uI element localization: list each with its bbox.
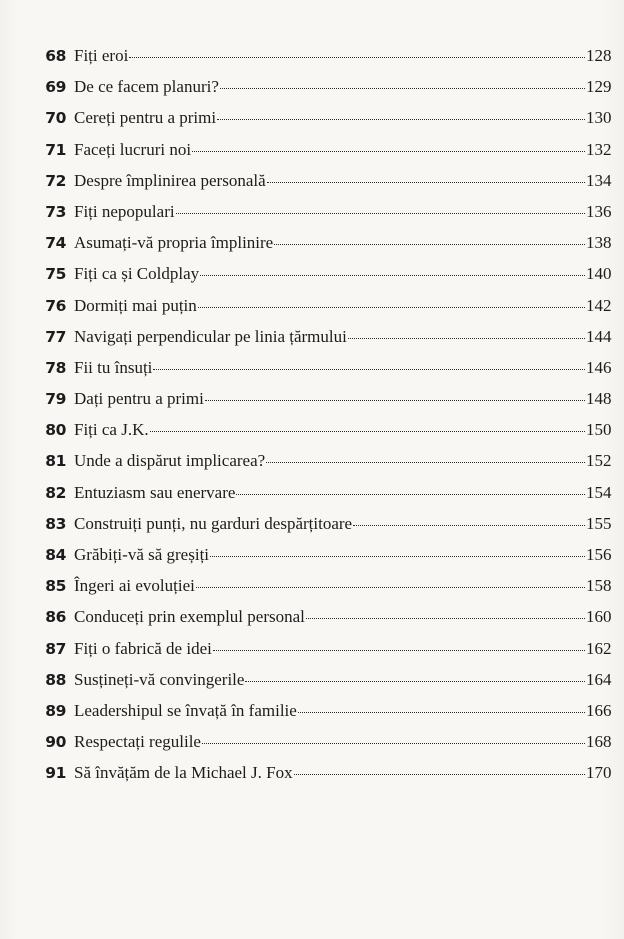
toc-entry <box>28 701 620 732</box>
chapter-title: Faceți lucruri noi <box>74 139 192 159</box>
dot-leader <box>353 525 585 526</box>
toc-entry <box>28 420 620 451</box>
toc-entry <box>28 451 620 482</box>
dot-leader <box>192 151 585 152</box>
dot-leader <box>202 743 585 744</box>
dot-leader <box>274 244 585 245</box>
dot-leader <box>306 618 585 619</box>
toc-entry <box>28 732 620 763</box>
page-number: 166 <box>586 700 612 720</box>
dot-leader <box>245 681 585 682</box>
toc-entry <box>28 108 620 139</box>
table-of-contents <box>28 46 620 795</box>
chapter-number: 91 <box>45 764 66 783</box>
chapter-number: 85 <box>45 577 66 596</box>
page-number: 156 <box>586 545 612 564</box>
chapter-number: 88 <box>45 670 66 689</box>
chapter-title: Leadershipul se învață în familie <box>74 700 297 720</box>
toc-entry <box>28 670 620 701</box>
chapter-title: Fiți nepopulari <box>74 201 175 221</box>
dot-leader <box>198 307 585 308</box>
chapter-title: Fiți ca J.K. <box>74 420 149 440</box>
toc-entry <box>28 233 620 264</box>
chapter-title: Să învățăm de la Michael J. Fox <box>74 763 293 783</box>
chapter-number: 80 <box>45 421 66 440</box>
dot-leader <box>205 400 585 401</box>
chapter-number: 77 <box>45 327 66 346</box>
dot-leader <box>348 338 585 339</box>
chapter-number: 86 <box>45 608 66 627</box>
chapter-number: 69 <box>45 78 66 97</box>
chapter-title: Fii tu însuți <box>74 357 153 377</box>
chapter-number: 83 <box>45 514 66 533</box>
toc-entry <box>28 264 620 295</box>
chapter-number: 90 <box>45 733 66 752</box>
dot-leader <box>129 57 585 58</box>
dot-leader <box>210 556 585 557</box>
chapter-title: De ce facem planuri? <box>74 77 219 97</box>
dot-leader <box>298 712 585 713</box>
chapter-number: 68 <box>45 47 66 65</box>
toc-entry <box>28 140 620 171</box>
dot-leader <box>267 182 585 183</box>
chapter-title: Asumați-vă propria împlinire <box>74 233 274 253</box>
page-number: 154 <box>586 482 612 502</box>
chapter-title: Entuziasm sau enervare <box>74 482 236 502</box>
chapter-title: Dați pentru a primi <box>74 389 204 409</box>
dot-leader <box>150 431 585 432</box>
page-number: 138 <box>586 233 612 253</box>
page-number: 148 <box>586 389 612 409</box>
dot-leader <box>266 462 585 463</box>
toc-entry <box>28 327 620 358</box>
page-number: 152 <box>586 451 612 471</box>
toc-entry <box>28 763 620 794</box>
dot-leader <box>294 774 585 775</box>
page-number: 136 <box>586 201 612 221</box>
page-number: 155 <box>586 513 612 533</box>
toc-entry <box>28 389 620 420</box>
toc-entry <box>28 296 620 327</box>
chapter-title: Cereți pentru a primi <box>74 108 217 128</box>
page-number: 132 <box>586 139 612 159</box>
dot-leader <box>236 494 585 495</box>
page-number: 140 <box>586 264 612 284</box>
page-number: 134 <box>586 170 612 190</box>
toc-entry <box>28 576 620 607</box>
chapter-number: 70 <box>45 109 66 128</box>
chapter-title: Fiți eroi <box>74 46 129 65</box>
toc-entry <box>28 171 620 202</box>
chapter-number: 72 <box>45 171 66 190</box>
toc-entry <box>28 46 620 77</box>
chapter-title: Îngeri ai evoluției <box>74 576 195 596</box>
toc-entry <box>28 607 620 638</box>
chapter-title: Unde a dispărut implicarea? <box>74 451 266 471</box>
toc-entry <box>28 545 620 576</box>
chapter-title: Fiți ca și Coldplay <box>74 264 200 284</box>
chapter-title: Conduceți prin exemplul personal <box>74 607 305 627</box>
page-number: 146 <box>586 357 612 377</box>
dot-leader <box>196 587 585 588</box>
chapter-number: 82 <box>45 483 66 502</box>
toc-entry <box>28 639 620 670</box>
page-number: 160 <box>586 607 612 627</box>
toc-entry <box>28 202 620 233</box>
dot-leader <box>153 369 585 370</box>
chapter-number: 87 <box>45 639 66 658</box>
page-number: 150 <box>586 420 612 440</box>
page-number: 142 <box>586 295 612 315</box>
page-number: 129 <box>586 77 612 97</box>
chapter-number: 75 <box>45 265 66 284</box>
chapter-number: 71 <box>45 140 66 159</box>
chapter-title: Construiți punți, nu garduri despărțitoare <box>74 513 353 533</box>
chapter-title: Susțineți-vă convingerile <box>74 669 245 689</box>
chapter-number: 78 <box>45 358 66 377</box>
page-number: 164 <box>586 669 612 689</box>
dot-leader <box>220 88 585 89</box>
chapter-title: Respectați regulile <box>74 732 201 752</box>
chapter-number: 73 <box>45 202 66 221</box>
chapter-title: Dormiți mai puțin <box>74 295 197 315</box>
dot-leader <box>213 650 585 651</box>
chapter-number: 79 <box>45 390 66 409</box>
dot-leader <box>176 213 585 214</box>
chapter-title: Grăbiți-vă să greșiți <box>74 545 210 564</box>
page-number: 158 <box>586 576 612 596</box>
toc-entry <box>28 358 620 389</box>
chapter-number: 89 <box>45 701 66 720</box>
page-number: 144 <box>586 326 612 346</box>
chapter-title: Fiți o fabrică de idei <box>74 638 212 658</box>
chapter-number: 81 <box>45 452 66 471</box>
page-number: 168 <box>586 732 612 752</box>
toc-entry <box>28 483 620 514</box>
chapter-title: Despre împlinirea personală <box>74 170 266 190</box>
chapter-number: 76 <box>45 296 66 315</box>
toc-entry <box>28 514 620 545</box>
page-number: 162 <box>586 638 612 658</box>
dot-leader <box>217 119 585 120</box>
page-number: 130 <box>586 108 612 128</box>
chapter-number: 74 <box>45 234 66 253</box>
page-number: 128 <box>586 46 612 65</box>
chapter-title: Navigați perpendicular pe linia țărmului <box>74 326 347 346</box>
toc-entry <box>28 77 620 108</box>
chapter-number: 84 <box>45 546 66 564</box>
page-number: 170 <box>586 763 612 783</box>
dot-leader <box>200 275 585 276</box>
